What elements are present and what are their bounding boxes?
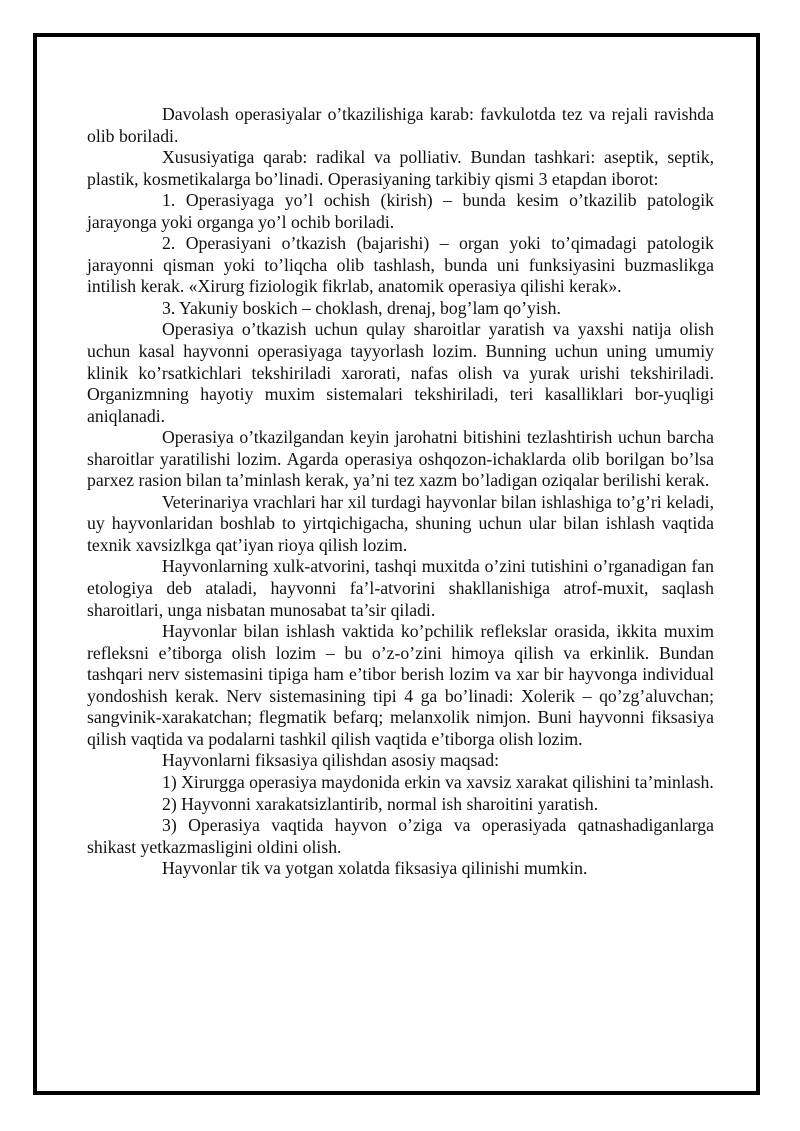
- list-item: 3) Operasiya vaqtida hayvon o’ziga va operasiyada qatnashadiganlarga shikast yetkazmasligini oldini olish.: [87, 815, 714, 857]
- paragraph: Xususiyatiga qarab: radikal va polliativ. Bundan tashkari: aseptik, septik, plastik, kosmetikalarga bo’linadi. Operasiyaning tarkibiy qismi 3 etapdan iborot:: [87, 147, 714, 189]
- paragraph: Operasiya o’tkazilgandan keyin jarohatni bitishini tezlashtirish uchun barcha sharoitlar yaratilishi lozim. Agarda operasiya oshqozon-ichaklarda olib borilgan bo’lsa parxez rasion bilan ta’minlash kerak, ya’ni tez xazm bo’ladigan oziqalar berilishi kerak.: [87, 427, 714, 491]
- list-item: 2. Operasiyani o’tkazish (bajarishi) – organ yoki to’qimadagi patologik jarayonni qisman yoki to’liqcha olib tashlash, bunda uni funksiyasini buzmaslikga intilish kerak. «Xirurg fiziologik fikrlab, anatomik operasiya qilishi kerak».: [87, 233, 714, 297]
- paragraph: Veterinariya vrachlari har xil turdagi hayvonlar bilan ishlashiga to’g’ri keladi, uy hayvonlaridan boshlab to yirtqichigacha, shuning uchun ular bilan ishlash vaqtida texnik xavsizlkga qat’iyan rioya qilish lozim.: [87, 491, 714, 555]
- paragraph: Hayvonlarning xulk-atvorini, tashqi muxitda o’zini tutishini o’rganadigan fan etologiya deb ataladi, hayvonni fa’l-atvorini shakllanishiga atrof-muxit, saqlash sharoitlari, unga nisbatan munosabat ta’sir qiladi.: [87, 556, 714, 620]
- list-item: 1) Xirurgga operasiya maydonida erkin va xavsiz xarakat qilishini ta’minlash.: [162, 771, 714, 792]
- list-item: 2) Hayvonni xarakatsizlantirib, normal ish sharoitini yaratish.: [162, 793, 599, 814]
- document-body: [87, 104, 714, 880]
- paragraph: Hayvonlar tik va yotgan xolatda fiksasiya qilinishi mumkin.: [162, 858, 588, 879]
- list-item: 3. Yakuniy boskich – choklash, drenaj, bog’lam qo’yish.: [162, 297, 561, 318]
- paragraph: Hayvonlar bilan ishlash vaktida ko’pchilik reflekslar orasida, ikkita muxim refleksni e’tiborga olish lozim – bu o’z-o’zini himoya qilish va erkinlik. Bundan tashqari nerv sistemasini tipiga ham e’tibor berish lozim va xar bir hayvonga individual yondoshish kerak. Nerv sistemasining tipi 4 ga bo’linadi: Xolerik – qo’zg’aluvchan; sangvinik-xarakatchan; flegmatik befarq; melanxolik nimjon. Buni hayvonni fiksasiya qilish vaqtida va podalarni tashkil qilish vaqtida e’tiborga olish lozim.: [87, 621, 714, 749]
- paragraph: Hayvonlarni fiksasiya qilishdan asosiy maqsad:: [162, 750, 499, 771]
- paragraph: Operasiya o’tkazish uchun qulay sharoitlar yaratish va yaxshi natija olish uchun kasal hayvonni operasiyaga tayyorlash lozim. Bunning uchun uning umumiy klinik ko’rsatkichlari tekshiriladi xarorati, nafas olish va yurak urishi tekshiriladi. Organizmning hayotiy muxim sistemalari tekshiriladi, teri kasalliklari bor-yuqligi aniqlanadi.: [87, 319, 714, 426]
- paragraph: Davolash operasiyalar o’tkazilishiga karab: favkulotda tez va rejali ravishda olib boriladi.: [87, 104, 714, 146]
- list-item: 1. Operasiyaga yo’l ochish (kirish) – bunda kesim o’tkazilib patologik jarayonga yoki organga yo’l ochib boriladi.: [87, 190, 714, 232]
